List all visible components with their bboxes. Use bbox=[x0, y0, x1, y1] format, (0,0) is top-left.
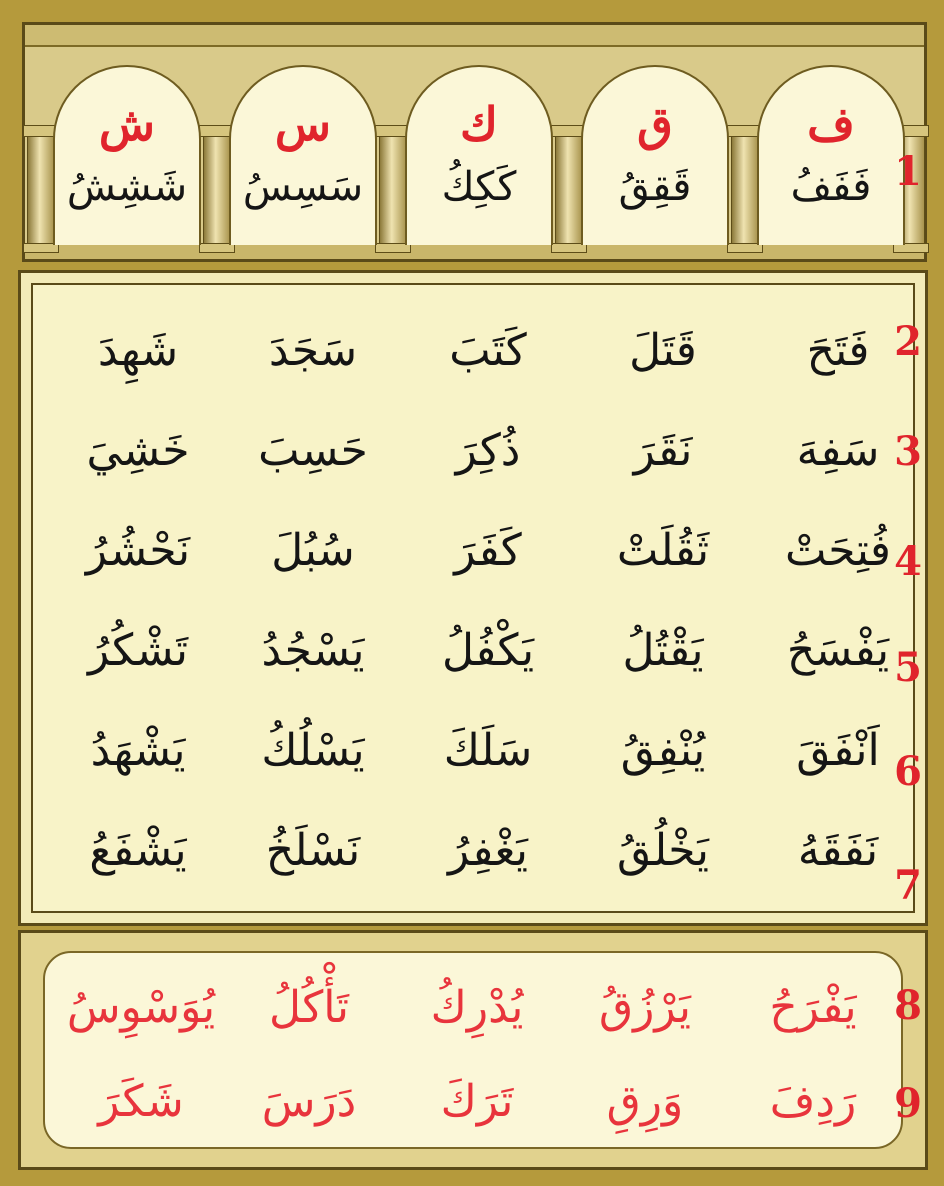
arch-letter-shin bbox=[53, 65, 201, 245]
word-row-6 bbox=[33, 701, 913, 801]
pillar bbox=[379, 133, 407, 253]
word: وَرِقِ bbox=[606, 1076, 684, 1127]
word: يَشْهَدُ bbox=[90, 725, 186, 776]
word: نَقَرَ bbox=[633, 425, 693, 476]
arch-syllables: سَسِسُ bbox=[242, 164, 364, 210]
arch-letter-fa bbox=[757, 65, 905, 245]
arch-letter: ق bbox=[637, 97, 673, 151]
word: نَفَقَهُ bbox=[797, 825, 879, 876]
red-word-grid bbox=[43, 951, 903, 1149]
word: رَدِفَ bbox=[769, 1076, 857, 1127]
word: يَقْتُلُ bbox=[622, 625, 704, 676]
word: نَحْشُرُ bbox=[85, 525, 191, 576]
word: كَتَبَ bbox=[449, 325, 527, 376]
row-number: 3 bbox=[894, 428, 922, 475]
row-number: 8 bbox=[894, 982, 922, 1029]
row-number: 5 bbox=[894, 644, 922, 691]
word: تَرَكَ bbox=[440, 1076, 514, 1127]
arch-letter: س bbox=[274, 97, 332, 151]
arcade-beam bbox=[25, 25, 924, 47]
arch-letter: ك bbox=[460, 97, 498, 151]
word: تَأْكُلُ bbox=[269, 982, 349, 1033]
word-grid bbox=[31, 283, 915, 913]
word: يَسْجُدُ bbox=[261, 625, 365, 676]
word: ذُكِرَ bbox=[455, 425, 521, 476]
word: يَخْلُقُ bbox=[617, 825, 709, 876]
arch-letter-sin bbox=[229, 65, 377, 245]
word-practice-panel bbox=[18, 270, 928, 926]
word: يُوَسْوِسُ bbox=[66, 982, 216, 1033]
alphabet-arcade-panel bbox=[22, 22, 927, 262]
arch-letter-qaf bbox=[581, 65, 729, 245]
word: يُنْفِقُ bbox=[620, 725, 706, 776]
word: سَفِهَ bbox=[796, 425, 880, 476]
row-number: 6 bbox=[894, 748, 922, 795]
word: دَرَسَ bbox=[261, 1076, 357, 1127]
arch-letter: ش bbox=[98, 97, 156, 151]
word: نَسْلَخُ bbox=[265, 825, 361, 876]
arch-syllables: فَفَفُ bbox=[790, 164, 872, 210]
pillar bbox=[555, 133, 583, 253]
word: ثَقُلَتْ bbox=[616, 525, 710, 576]
arcade-floor bbox=[25, 243, 924, 259]
word-row-4 bbox=[33, 501, 913, 601]
word: يَسْلُكُ bbox=[261, 725, 365, 776]
arch-syllables: كَكِكُ bbox=[441, 164, 517, 210]
row-number: 9 bbox=[894, 1080, 922, 1127]
word: فَتَحَ bbox=[806, 325, 870, 376]
word: فُتِحَتْ bbox=[785, 525, 891, 576]
word: يَفْرَحُ bbox=[769, 982, 857, 1033]
arch-syllables: قَقِقُ bbox=[618, 164, 692, 210]
pillar bbox=[27, 133, 55, 253]
arch-letter-kaf bbox=[405, 65, 553, 245]
word: يُدْرِكُ bbox=[430, 982, 524, 1033]
word: يَشْفَعُ bbox=[89, 825, 187, 876]
arch-letter: ف bbox=[807, 97, 855, 151]
word: يَغْفِرُ bbox=[447, 825, 528, 876]
word-row-2 bbox=[33, 301, 913, 401]
row-number: 7 bbox=[894, 862, 922, 909]
word: تَشْكُرُ bbox=[87, 625, 189, 676]
word: شَهِدَ bbox=[97, 325, 179, 376]
row-number: 1 bbox=[894, 148, 922, 195]
word: يَرْزُقُ bbox=[599, 982, 691, 1033]
word: اَنْفَقَ bbox=[796, 725, 880, 776]
word: يَفْسَحُ bbox=[786, 625, 890, 676]
word: سُبُلَ bbox=[271, 525, 355, 576]
pillar bbox=[203, 133, 231, 253]
word: كَفَرَ bbox=[454, 525, 522, 576]
word: قَتَلَ bbox=[629, 325, 697, 376]
word-row-7 bbox=[33, 801, 913, 901]
word: خَشِيَ bbox=[86, 425, 190, 476]
word: حَسِبَ bbox=[258, 425, 368, 476]
row-number: 4 bbox=[894, 538, 922, 585]
red-word-panel bbox=[18, 930, 928, 1170]
word: يَكْفُلُ bbox=[441, 625, 535, 676]
word: شَكَرَ bbox=[98, 1076, 184, 1127]
pillar bbox=[731, 133, 759, 253]
arch-syllables: شَشِشُ bbox=[66, 164, 188, 210]
word-row-5 bbox=[33, 601, 913, 701]
word: سَجَدَ bbox=[268, 325, 358, 376]
row-number: 2 bbox=[894, 318, 922, 365]
word: سَلَكَ bbox=[443, 725, 533, 776]
word-row-3 bbox=[33, 401, 913, 501]
